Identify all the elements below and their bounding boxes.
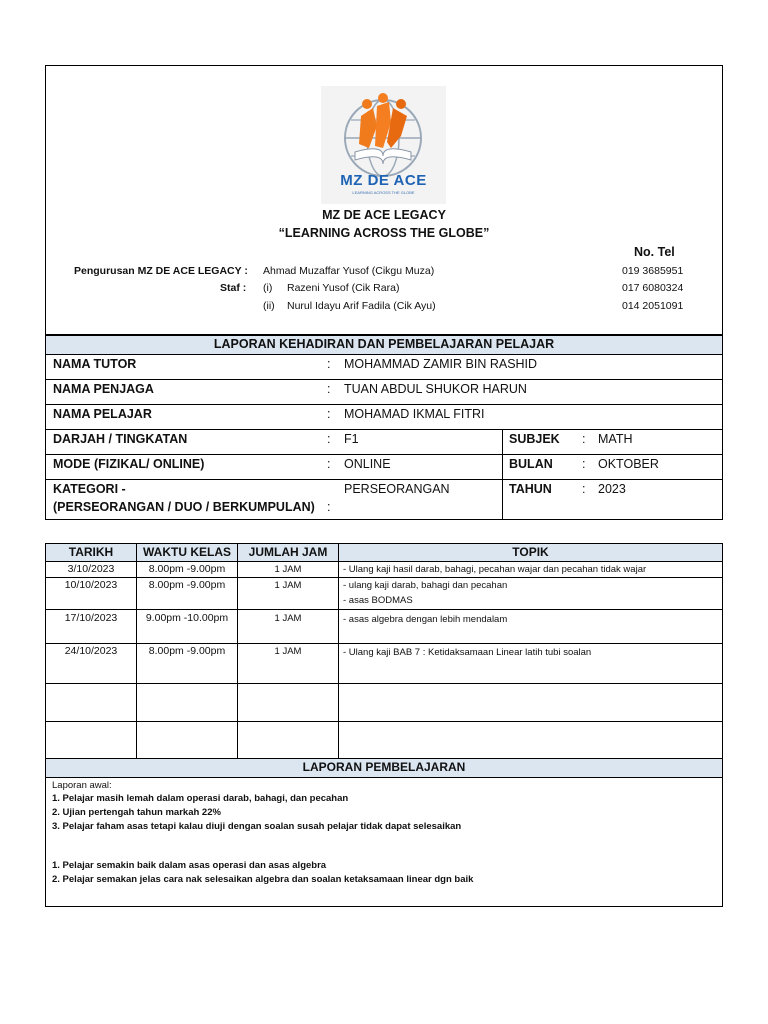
row-time: 8.00pm -9.00pm (148, 563, 226, 575)
guardian-colon: : (327, 382, 331, 396)
category-label-line1: KATEGORI - (53, 482, 126, 496)
initial-point: 1. Pelajar masih lemah dalam operasi darab, bahagi, dan pecahan (52, 793, 349, 804)
mode-value: ONLINE (344, 457, 391, 471)
tutor-colon: : (327, 357, 331, 371)
logo-tagline-text: LEARNING ACROSS THE GLOBE (352, 190, 415, 195)
category-label-line2: (PERSEORANGAN / DUO / BERKUMPULAN) (53, 500, 315, 514)
level-colon: : (327, 432, 331, 446)
management-label: Pengurusan MZ DE ACE LEGACY : (74, 265, 248, 277)
year-label: TAHUN (509, 482, 552, 496)
student-value: MOHAMAD IKMAL FITRI (344, 407, 485, 421)
student-colon: : (327, 407, 331, 421)
subject-label: SUBJEK (509, 432, 560, 446)
row-time: 8.00pm -9.00pm (148, 645, 226, 657)
row-hours: 1 JAM (274, 613, 302, 624)
row-time: 8.00pm -9.00pm (148, 579, 226, 591)
staff-name: Nurul Idayu Arif Fadila (Cik Ayu) (287, 300, 436, 312)
month-label: BULAN (509, 457, 553, 471)
org-name: MZ DE ACE LEGACY (322, 208, 446, 222)
row-topic: - asas BODMAS (343, 595, 413, 606)
tutor-label: NAMA TUTOR (53, 357, 137, 371)
row-date: 10/10/2023 (64, 579, 118, 591)
staff-index: (i) (263, 282, 273, 294)
initial-point: 2. Ujian pertengah tahun markah 22% (52, 807, 221, 818)
row-topic: - ulang kaji darab, bahagi dan pecahan (343, 580, 508, 591)
staff-name: Razeni Yusof (Cik Rara) (287, 282, 400, 294)
row-hours: 1 JAM (274, 564, 302, 575)
company-logo (321, 86, 446, 204)
col-header-date: TARIKH (68, 545, 114, 559)
month-value: OKTOBER (598, 457, 659, 471)
row-time: 9.00pm -10.00pm (145, 612, 229, 624)
col-header-hours: JUMLAH JAM (248, 545, 328, 559)
initial-point: 3. Pelajar faham asas tetapi kalau diuji dengan soalan susah pelajar tidak dapat selesaikan (52, 821, 462, 832)
row-hours: 1 JAM (274, 646, 302, 657)
management-name: Ahmad Muzaffar Yusof (Cikgu Muza) (263, 265, 435, 277)
row-hours: 1 JAM (274, 580, 302, 591)
category-value: PERSEORANGAN (344, 482, 450, 496)
phone-heading: No. Tel (634, 245, 675, 259)
category-colon: : (327, 500, 331, 514)
month-colon: : (582, 457, 586, 471)
staff-label: Staf : (220, 282, 247, 294)
guardian-label: NAMA PENJAGA (53, 382, 154, 396)
progress-point: 1. Pelajar semakin baik dalam asas operasi dan asas algebra (52, 860, 327, 871)
level-label: DARJAH / TINGKATAN (53, 432, 188, 446)
mode-label: MODE (FIZIKAL/ ONLINE) (53, 457, 205, 471)
tutor-value: MOHAMMAD ZAMIR BIN RASHID (344, 357, 538, 371)
progress-point: 2. Pelajar semakan jelas cara nak selesaikan algebra dan soalan ketaksamaan linear dgn baik (52, 874, 474, 885)
row-topic: - Ulang kaji BAB 7 : Ketidaksamaan Linear latih tubi soalan (343, 647, 592, 658)
learning-report-title: LAPORAN PEMBELAJARAN (302, 760, 466, 774)
row-topic: - Ulang kaji hasil darab, bahagi, pecahan wajar dan pecahan tidak wajar (343, 564, 647, 575)
col-header-time: WAKTU KELAS (143, 545, 231, 559)
row-topic: - asas algebra dengan lebih mendalam (343, 614, 508, 625)
col-header-topic: TOPIK (512, 545, 549, 559)
subject-colon: : (582, 432, 586, 446)
year-colon: : (582, 482, 586, 496)
org-motto: “LEARNING ACROSS THE GLOBE” (278, 226, 490, 240)
staff-index: (ii) (263, 300, 275, 312)
student-label: NAMA PELAJAR (53, 407, 152, 421)
row-date: 17/10/2023 (64, 612, 118, 624)
row-date: 3/10/2023 (67, 563, 115, 575)
staff-phone: 014 2051091 (622, 300, 684, 312)
staff-phone: 017 6080324 (622, 282, 684, 294)
row-date: 24/10/2023 (64, 645, 118, 657)
subject-value: MATH (598, 432, 633, 446)
management-phone: 019 3685951 (622, 265, 684, 277)
report-title: LAPORAN KEHADIRAN DAN PEMBELAJARAN PELAJAR (213, 337, 555, 351)
year-value: 2023 (598, 482, 626, 496)
logo-brand-text: MZ DE ACE (340, 172, 427, 189)
guardian-value: TUAN ABDUL SHUKOR HARUN (344, 382, 527, 396)
level-value: F1 (344, 432, 359, 446)
mode-colon: : (327, 457, 331, 471)
initial-report-heading: Laporan awal: (52, 780, 112, 791)
